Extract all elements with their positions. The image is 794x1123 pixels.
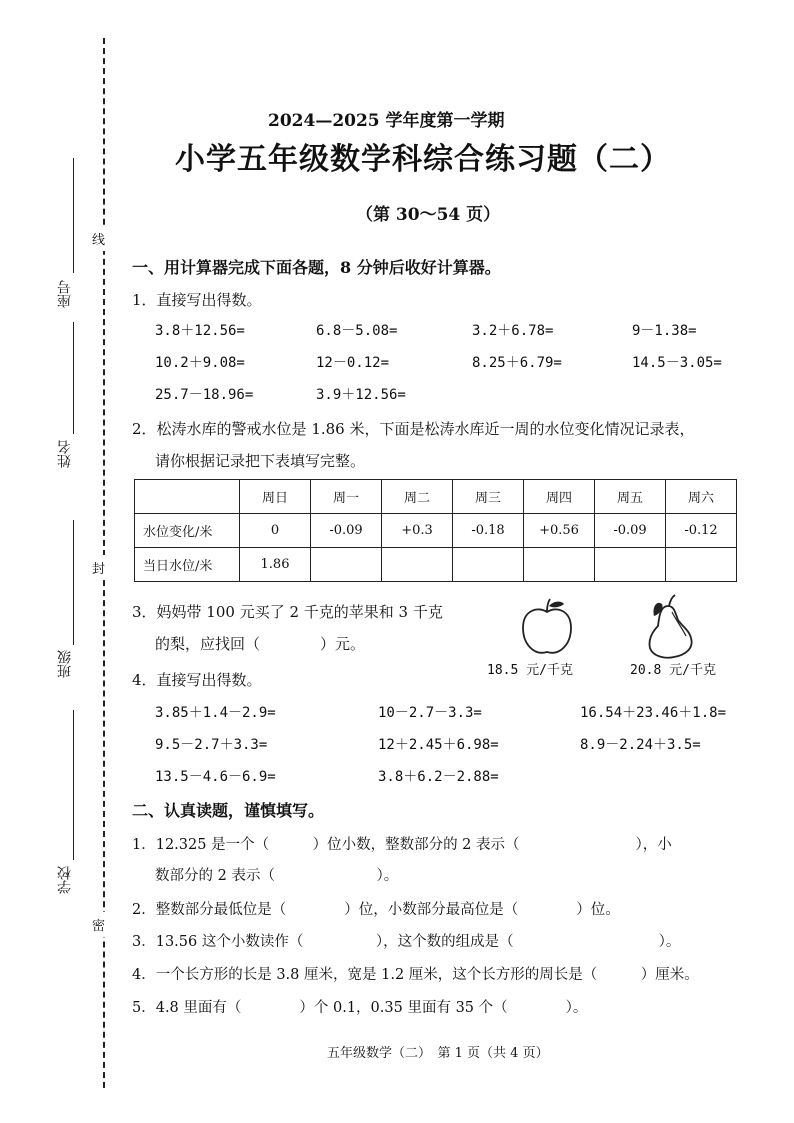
table-cell (666, 548, 737, 582)
q1-item: 3.8＋12.56= (155, 323, 245, 339)
table-cell (382, 548, 453, 582)
table-cell: -0.12 (666, 514, 737, 548)
q4-item: 12＋2.45＋6.98= (378, 737, 499, 753)
fill-question: 1．12.325 是一个（ ）位小数，整数部分的 2 表示（ ），小 (132, 837, 672, 853)
q1-item: 3.9＋12.56= (316, 387, 406, 403)
pear-price: 20.8 元/千克 (630, 663, 716, 678)
table-cell (311, 548, 382, 582)
pear-icon (642, 594, 698, 660)
table-header: 周四 (524, 480, 595, 514)
table-cell (453, 548, 524, 582)
table-cell (595, 548, 666, 582)
apple-icon (518, 598, 576, 658)
table-cell: +0.56 (524, 514, 595, 548)
row-label: 当日水位/米 (135, 548, 240, 582)
q1-item: 9－1.38= (632, 323, 697, 339)
fill-question: 3．13.56 这个小数读作（ ），这个数的组成是（ ）。 (132, 934, 681, 950)
q4-item: 13.5－4.6－6.9= (155, 769, 276, 785)
table-cell: -0.09 (595, 514, 666, 548)
table-row (135, 548, 737, 582)
term-heading: 2024—2025 学年度第一学期 (268, 111, 505, 131)
q1-item: 25.7－18.96= (155, 387, 254, 403)
fill-question: 2．整数部分最低位是（ ）位，小数部分最高位是（ ）位。 (132, 902, 620, 918)
q3-line1: 3．妈妈带 100 元买了 2 千克的苹果和 3 千克 (132, 603, 443, 621)
q4-item: 16.54＋23.46＋1.8= (580, 705, 727, 721)
q1-item: 12－0.12= (316, 355, 390, 371)
fill-question: 5．4.8 里面有（ ）个 0.1，0.35 里面有 35 个（ ）。 (132, 1000, 588, 1016)
seat-line (73, 158, 74, 273)
q4-item: 9.5－2.7＋3.3= (155, 737, 268, 753)
apple-price: 18.5 元/千克 (487, 663, 573, 678)
q2-line1: 2．松涛水库的警戒水位是 1.86 米，下面是松涛水库近一周的水位变化情况记录表， (132, 420, 695, 438)
page-range: （第 30～54 页） (356, 205, 501, 225)
school-line (73, 710, 74, 860)
q4-item: 3.85＋1.4－2.9= (155, 705, 276, 721)
table-cell: -0.09 (311, 514, 382, 548)
table-cell: -0.18 (453, 514, 524, 548)
fill-question: 4．一个长方形的长是 3.8 厘米，宽是 1.2 厘米，这个长方形的周长是（ ）厘米。 (132, 967, 699, 983)
q4-item: 8.9－2.24＋3.5= (580, 737, 701, 753)
page-title: 小学五年级数学科综合练习题（二） (175, 142, 671, 177)
table-row (135, 480, 737, 514)
section1-heading: 一、用计算器完成下面各题，8 分钟后收好计算器。 (132, 258, 501, 277)
q1-item: 14.5－3.05= (632, 355, 722, 371)
seal-char-seal: 封 (92, 555, 105, 580)
fill-question: 数部分的 2 表示（ ）。 (155, 868, 399, 884)
table-header: 周二 (382, 480, 453, 514)
q4-item: 10－2.7－3.3= (378, 705, 482, 721)
row-label: 水位变化/米 (135, 514, 240, 548)
page-footer: 五年级数学（二） 第 1 页（共 4 页） (327, 1046, 549, 1061)
seat-label: 座号 (57, 280, 73, 308)
table-header: 周一 (311, 480, 382, 514)
table-cell (524, 548, 595, 582)
table-header: 周三 (453, 480, 524, 514)
class-line (73, 520, 74, 645)
q1-label: 1．直接写出得数。 (132, 291, 262, 309)
table-header: 周五 (595, 480, 666, 514)
q2-line2: 请你根据记录把下表填写完整。 (155, 452, 366, 470)
q1-item: 6.8－5.08= (316, 323, 398, 339)
section2-heading: 二、认真读题，谨慎填写。 (132, 801, 325, 820)
table-corner (135, 480, 240, 514)
table-row (135, 514, 737, 548)
q4-label: 4．直接写出得数。 (132, 671, 262, 689)
table-cell: 1.86 (240, 548, 311, 582)
class-label: 班级 (57, 650, 73, 678)
school-label: 学校 (57, 866, 73, 894)
name-label: 姓名 (57, 440, 73, 468)
q4-item: 3.8＋6.2－2.88= (378, 769, 499, 785)
water-level-table (134, 479, 737, 582)
table-header: 周日 (240, 480, 311, 514)
q1-item: 8.25＋6.79= (472, 355, 562, 371)
table-header: 周六 (666, 480, 737, 514)
q1-item: 3.2＋6.78= (472, 323, 554, 339)
name-line (73, 322, 74, 434)
table-cell: 0 (240, 514, 311, 548)
seal-char-line: 线 (92, 226, 105, 251)
q1-item: 10.2＋9.08= (155, 355, 245, 371)
seal-char-secret: 密 (92, 912, 105, 937)
q3-line2: 的梨，应找回（ ）元。 (155, 635, 366, 653)
table-cell: +0.3 (382, 514, 453, 548)
